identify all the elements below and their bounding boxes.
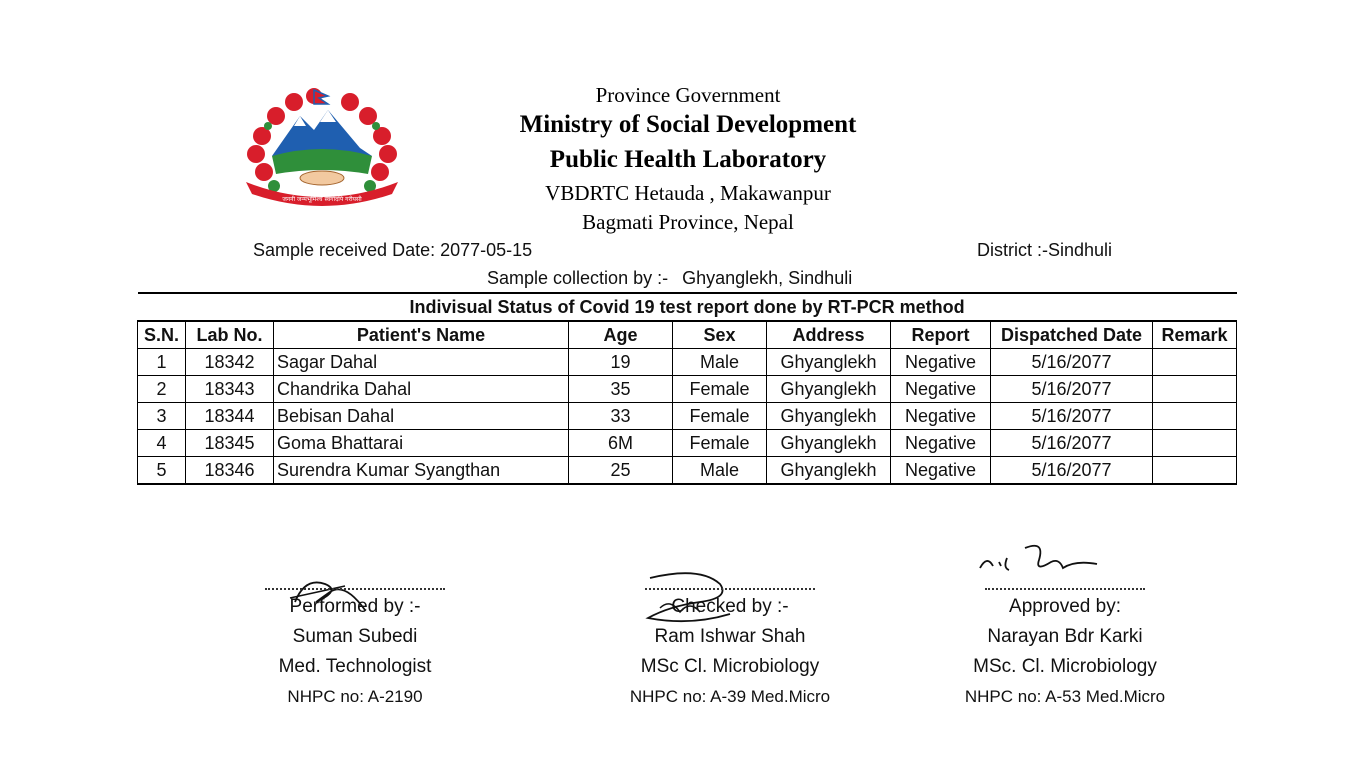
checked-by-title: MSc Cl. Microbiology [640, 656, 820, 677]
cell-patient-name: Bebisan Dahal [274, 403, 569, 430]
signature-approved-icon [975, 540, 1105, 580]
column-header-report: Report [891, 321, 991, 349]
performed-by-block [255, 582, 455, 712]
performed-by-label: Performed by :- [289, 596, 421, 617]
signature-line [265, 582, 445, 590]
cell-lab-no: 18345 [186, 430, 274, 457]
cell-lab-no: 18346 [186, 457, 274, 485]
column-header-address: Address [767, 321, 891, 349]
signature-line [645, 582, 815, 590]
sample-collection-value: Ghyanglekh, Sindhuli [682, 268, 853, 288]
cell-report: Negative [891, 376, 991, 403]
cell-remark [1153, 349, 1237, 376]
column-header-sex: Sex [673, 321, 767, 349]
cell-dispatched-date: 5/16/2077 [991, 349, 1153, 376]
performed-by-title: Med. Technologist [278, 656, 432, 677]
column-header-sn: S.N. [138, 321, 186, 349]
checked-by-label: Checked by :- [671, 596, 789, 617]
sample-collection-label: Sample collection by :- [487, 268, 669, 288]
cell-sn: 4 [138, 430, 186, 457]
cell-sex: Male [673, 349, 767, 376]
cell-sex: Female [673, 403, 767, 430]
column-header-patient-name: Patient's Name [274, 321, 569, 349]
covid-report-table [137, 292, 1237, 485]
cell-sn: 3 [138, 403, 186, 430]
cell-age: 33 [569, 403, 673, 430]
cell-report: Negative [891, 457, 991, 485]
cell-lab-no: 18342 [186, 349, 274, 376]
column-header-dispatched-date: Dispatched Date [991, 321, 1153, 349]
cell-sn: 1 [138, 349, 186, 376]
cell-age: 19 [569, 349, 673, 376]
column-header-lab-no: Lab No. [186, 321, 274, 349]
sample-collection [487, 268, 852, 289]
cell-age: 6M [569, 430, 673, 457]
column-header-remark: Remark [1153, 321, 1237, 349]
signature-line [985, 582, 1145, 590]
cell-patient-name: Sagar Dahal [274, 349, 569, 376]
cell-sex: Female [673, 376, 767, 403]
cell-address: Ghyanglekh [767, 349, 891, 376]
table-row [138, 376, 1237, 403]
cell-sex: Female [673, 430, 767, 457]
cell-remark [1153, 403, 1237, 430]
district-label: District :-Sindhuli [977, 240, 1113, 260]
table-row [138, 430, 1237, 457]
header-province: Province Government [595, 83, 781, 107]
table-header-row [138, 321, 1237, 349]
emblem-motto: जननी जन्मभूमिश्च स्वर्गादपि गरीयसी [282, 196, 362, 203]
cell-age: 25 [569, 457, 673, 485]
cell-address: Ghyanglekh [767, 430, 891, 457]
table-row [138, 457, 1237, 485]
cell-address: Ghyanglekh [767, 376, 891, 403]
performed-by-name: Suman Subedi [292, 626, 418, 647]
cell-remark [1153, 457, 1237, 485]
table-title: Indivisual Status of Covid 19 test report done by RT-PCR method [138, 293, 1237, 321]
approved-by-block [945, 582, 1185, 712]
column-header-age: Age [569, 321, 673, 349]
header-province-country: Bagmati Province, Nepal [582, 210, 794, 234]
cell-sn: 5 [138, 457, 186, 485]
approved-by-title: MSc. Cl. Microbiology [973, 656, 1157, 677]
cell-sn: 2 [138, 376, 186, 403]
checked-by-reg: NHPC no: A-39 Med.Micro [629, 687, 831, 706]
header-ministry: Ministry of Social Development [519, 111, 857, 138]
approved-by-reg: NHPC no: A-53 Med.Micro [964, 687, 1166, 706]
approved-by-name: Narayan Bdr Karki [987, 626, 1143, 647]
cell-report: Negative [891, 430, 991, 457]
performed-by-reg: NHPC no: A-2190 [287, 687, 423, 706]
cell-remark [1153, 430, 1237, 457]
cell-lab-no: 18343 [186, 376, 274, 403]
checked-by-name: Ram Ishwar Shah [654, 626, 806, 647]
cell-patient-name: Goma Bhattarai [274, 430, 569, 457]
cell-dispatched-date: 5/16/2077 [991, 430, 1153, 457]
cell-address: Ghyanglekh [767, 403, 891, 430]
header-laboratory: Public Health Laboratory [549, 146, 827, 173]
table-row [138, 403, 1237, 430]
cell-patient-name: Surendra Kumar Syangthan [274, 457, 569, 485]
cell-patient-name: Chandrika Dahal [274, 376, 569, 403]
cell-dispatched-date: 5/16/2077 [991, 457, 1153, 485]
cell-report: Negative [891, 349, 991, 376]
cell-sex: Male [673, 457, 767, 485]
approved-by-label: Approved by: [1009, 596, 1121, 617]
cell-age: 35 [569, 376, 673, 403]
cell-report: Negative [891, 403, 991, 430]
table-row [138, 349, 1237, 376]
header-location: VBDRTC Hetauda , Makawanpur [545, 181, 831, 205]
cell-remark [1153, 376, 1237, 403]
sample-received-date: Sample received Date: 2077-05-15 [253, 240, 533, 260]
cell-dispatched-date: 5/16/2077 [991, 376, 1153, 403]
cell-lab-no: 18344 [186, 403, 274, 430]
cell-address: Ghyanglekh [767, 457, 891, 485]
cell-dispatched-date: 5/16/2077 [991, 403, 1153, 430]
checked-by-block [600, 582, 860, 712]
